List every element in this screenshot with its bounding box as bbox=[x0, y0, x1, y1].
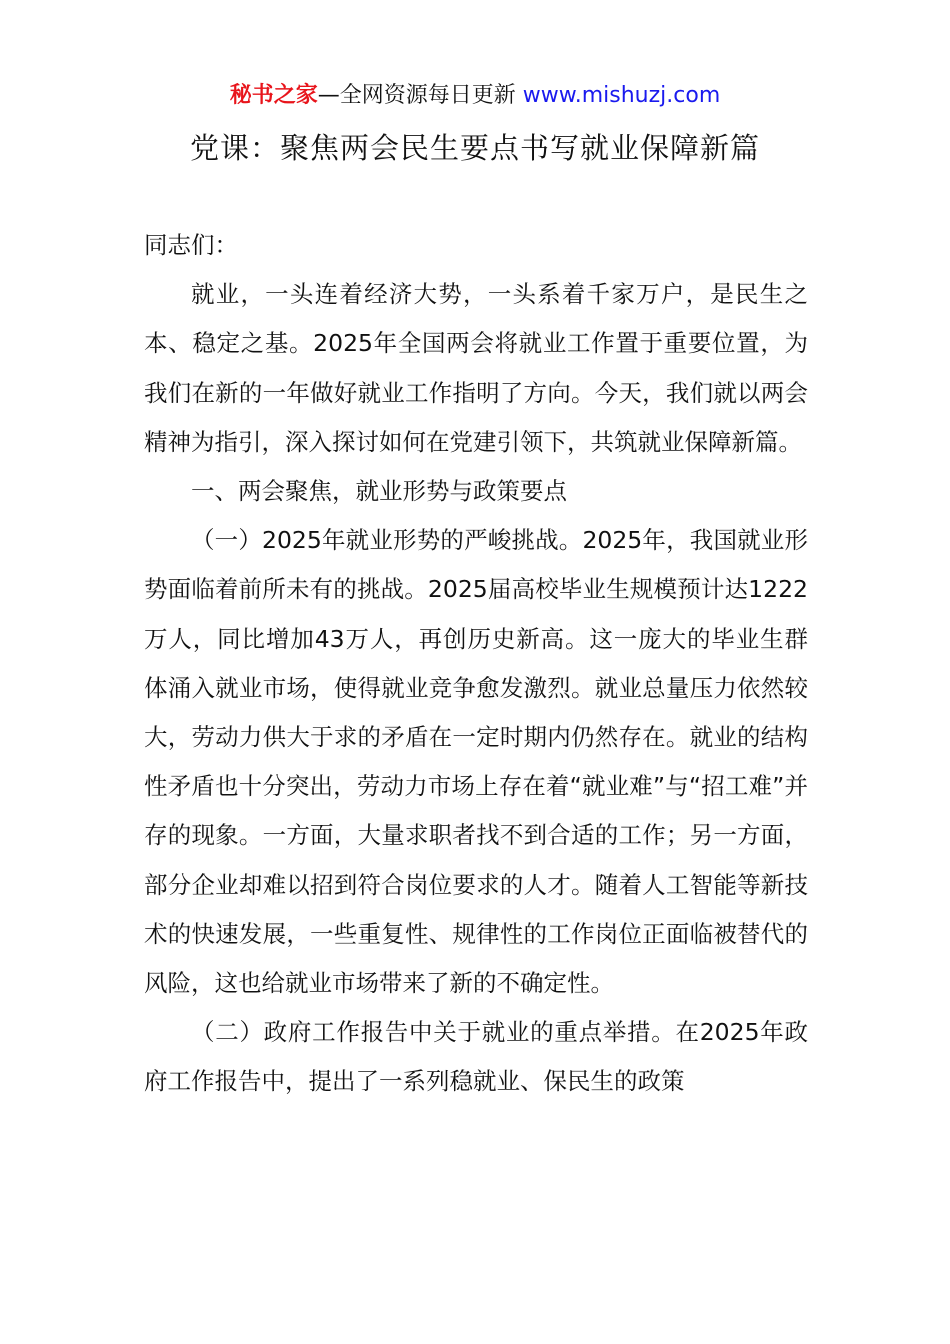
header-tagline: —全网资源每日更新 bbox=[317, 83, 516, 108]
paragraph-government-measures: （二）政府工作报告中关于就业的重点举措。在2025年政府工作报告中，提出了一系列稳就业、保民生的政策 bbox=[144, 1018, 808, 1096]
document-body bbox=[144, 221, 808, 1107]
site-url-link[interactable]: www.mishuzj.com bbox=[522, 83, 721, 108]
site-header bbox=[0, 80, 950, 112]
paragraph-intro: 就业，一头连着经济大势，一头系着千家万户，是民生之本、稳定之基。2025年全国两会将就业工作置于重要位置，为我们在新的一年做好就业工作指明了方向。今天，我们就以两会精神为指引，深入探讨如何在党建引领下，共筑就业保障新篇。 bbox=[144, 280, 808, 456]
salutation: 同志们： bbox=[144, 231, 238, 259]
brand-name: 秘书之家 bbox=[229, 83, 318, 108]
document-title: 党课：聚焦两会民生要点书写就业保障新篇 bbox=[189, 131, 760, 165]
section-heading: 一、两会聚焦，就业形势与政策要点 bbox=[191, 477, 567, 506]
paragraph-employment-challenges: （一）2025年就业形势的严峻挑战。2025年，我国就业形势面临着前所未有的挑战。2025届高校毕业生规模预计达1222万人，同比增加43万人，再创历史新高。这一庞大的毕业生群体涌入就业市场，使得就业竞争愈发激烈。就业总量压力依然较大，劳动力供大于求的矛盾在一定时期内仍然存在。就业的结构性矛盾也十分突出，劳动力市场上存在着“就业难”与“招工难”并存的现象。一方面，大量求职者找不到合适的工作；另一方面，部分企业却难以招到符合岗位要求的人才。随着人工智能等新技术的快速发展，一些重复性、规律性的工作岗位正面临被替代的风险，这也给就业市场带来了新的不确定性。 bbox=[144, 526, 808, 998]
